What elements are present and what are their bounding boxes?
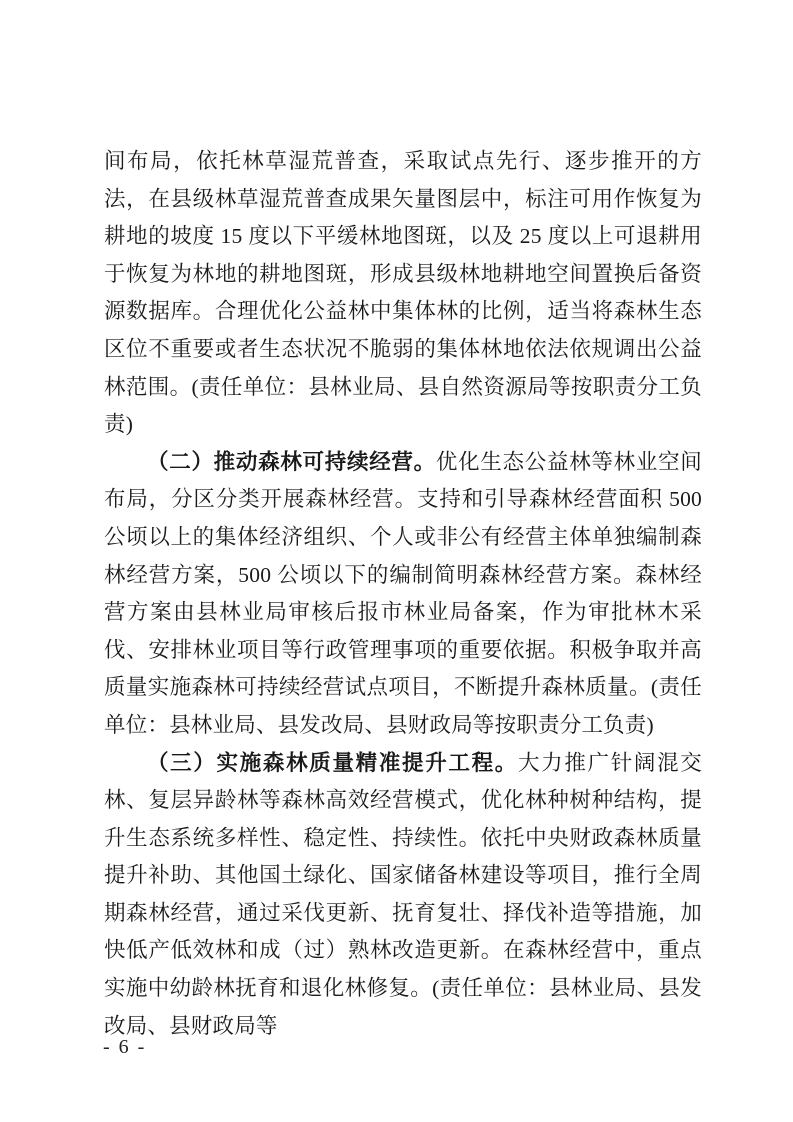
paragraph-section-2 (104, 444, 702, 745)
section-3-heading: （三）实施森林质量精准提升工程。 (147, 750, 518, 775)
document-text-block (104, 143, 702, 1045)
paragraph-section-3 (104, 745, 702, 1046)
page-number: - 6 - (103, 1036, 147, 1058)
body-text-run: 大力推广针阔混交林、复层异龄林等森林高效经营模式，优化林种树种结构，提升生态系统多样性、稳定性、持续性。依托中央财政森林质量提升补助、其他国土绿化、国家储备林建设等项目，推行全周期森林经营，通过采伐更新、抚育复壮、择伐补造等措施，加快低产低效林和成（过）熟林改造更新。在森林经营中，重点实施中幼龄林抚育和退化林修复。 (104, 750, 702, 1001)
section-2-heading: （二）推动森林可持续经营。 (147, 449, 436, 474)
responsible-unit-note: (责任单位：县林业局、县发改局、县财政局等按职责分工负责) (104, 675, 702, 737)
body-text-run: 间布局，依托林草湿荒普查，采取试点先行、逐步推开的方法，在县级林草湿荒普查成果矢量图层中，标注可用作恢复为耕地的坡度 15 度以下平缓林地图斑，以及 25 度以上可退耕用于恢复为林地的耕地图斑，形成县级林地耕地空间置换后备资源数据库。合理优化公益林中集体林的比例，适当将森林生态区位不重要或者生态状况不脆弱的集体林地依法依规调出公益林范围。 (104, 149, 702, 399)
body-text-run: 优化生态公益林等林业空间布局，分区分类开展森林经营。支持和引导森林经营面积 500 公顷以上的集体经济组织、个人或非公有经营主体单独编制森林经营方案，500 公顷以下的编制简明森林经营方案。森林经营方案由县林业局审核后报市林业局备案，作为审批林木采伐、安排林业项目等行政管理事项的重要依据。积极争取并高质量实施森林可持续经营试点项目，不断提升森林质量。 (104, 449, 702, 700)
responsible-unit-note: (责任单位：县林业局、县自然资源局等按职责分工负责) (104, 374, 702, 437)
paragraph-continuation (104, 143, 702, 444)
responsible-unit-note: (责任单位：县林业局、县发改局、县财政局等 (104, 976, 702, 1038)
